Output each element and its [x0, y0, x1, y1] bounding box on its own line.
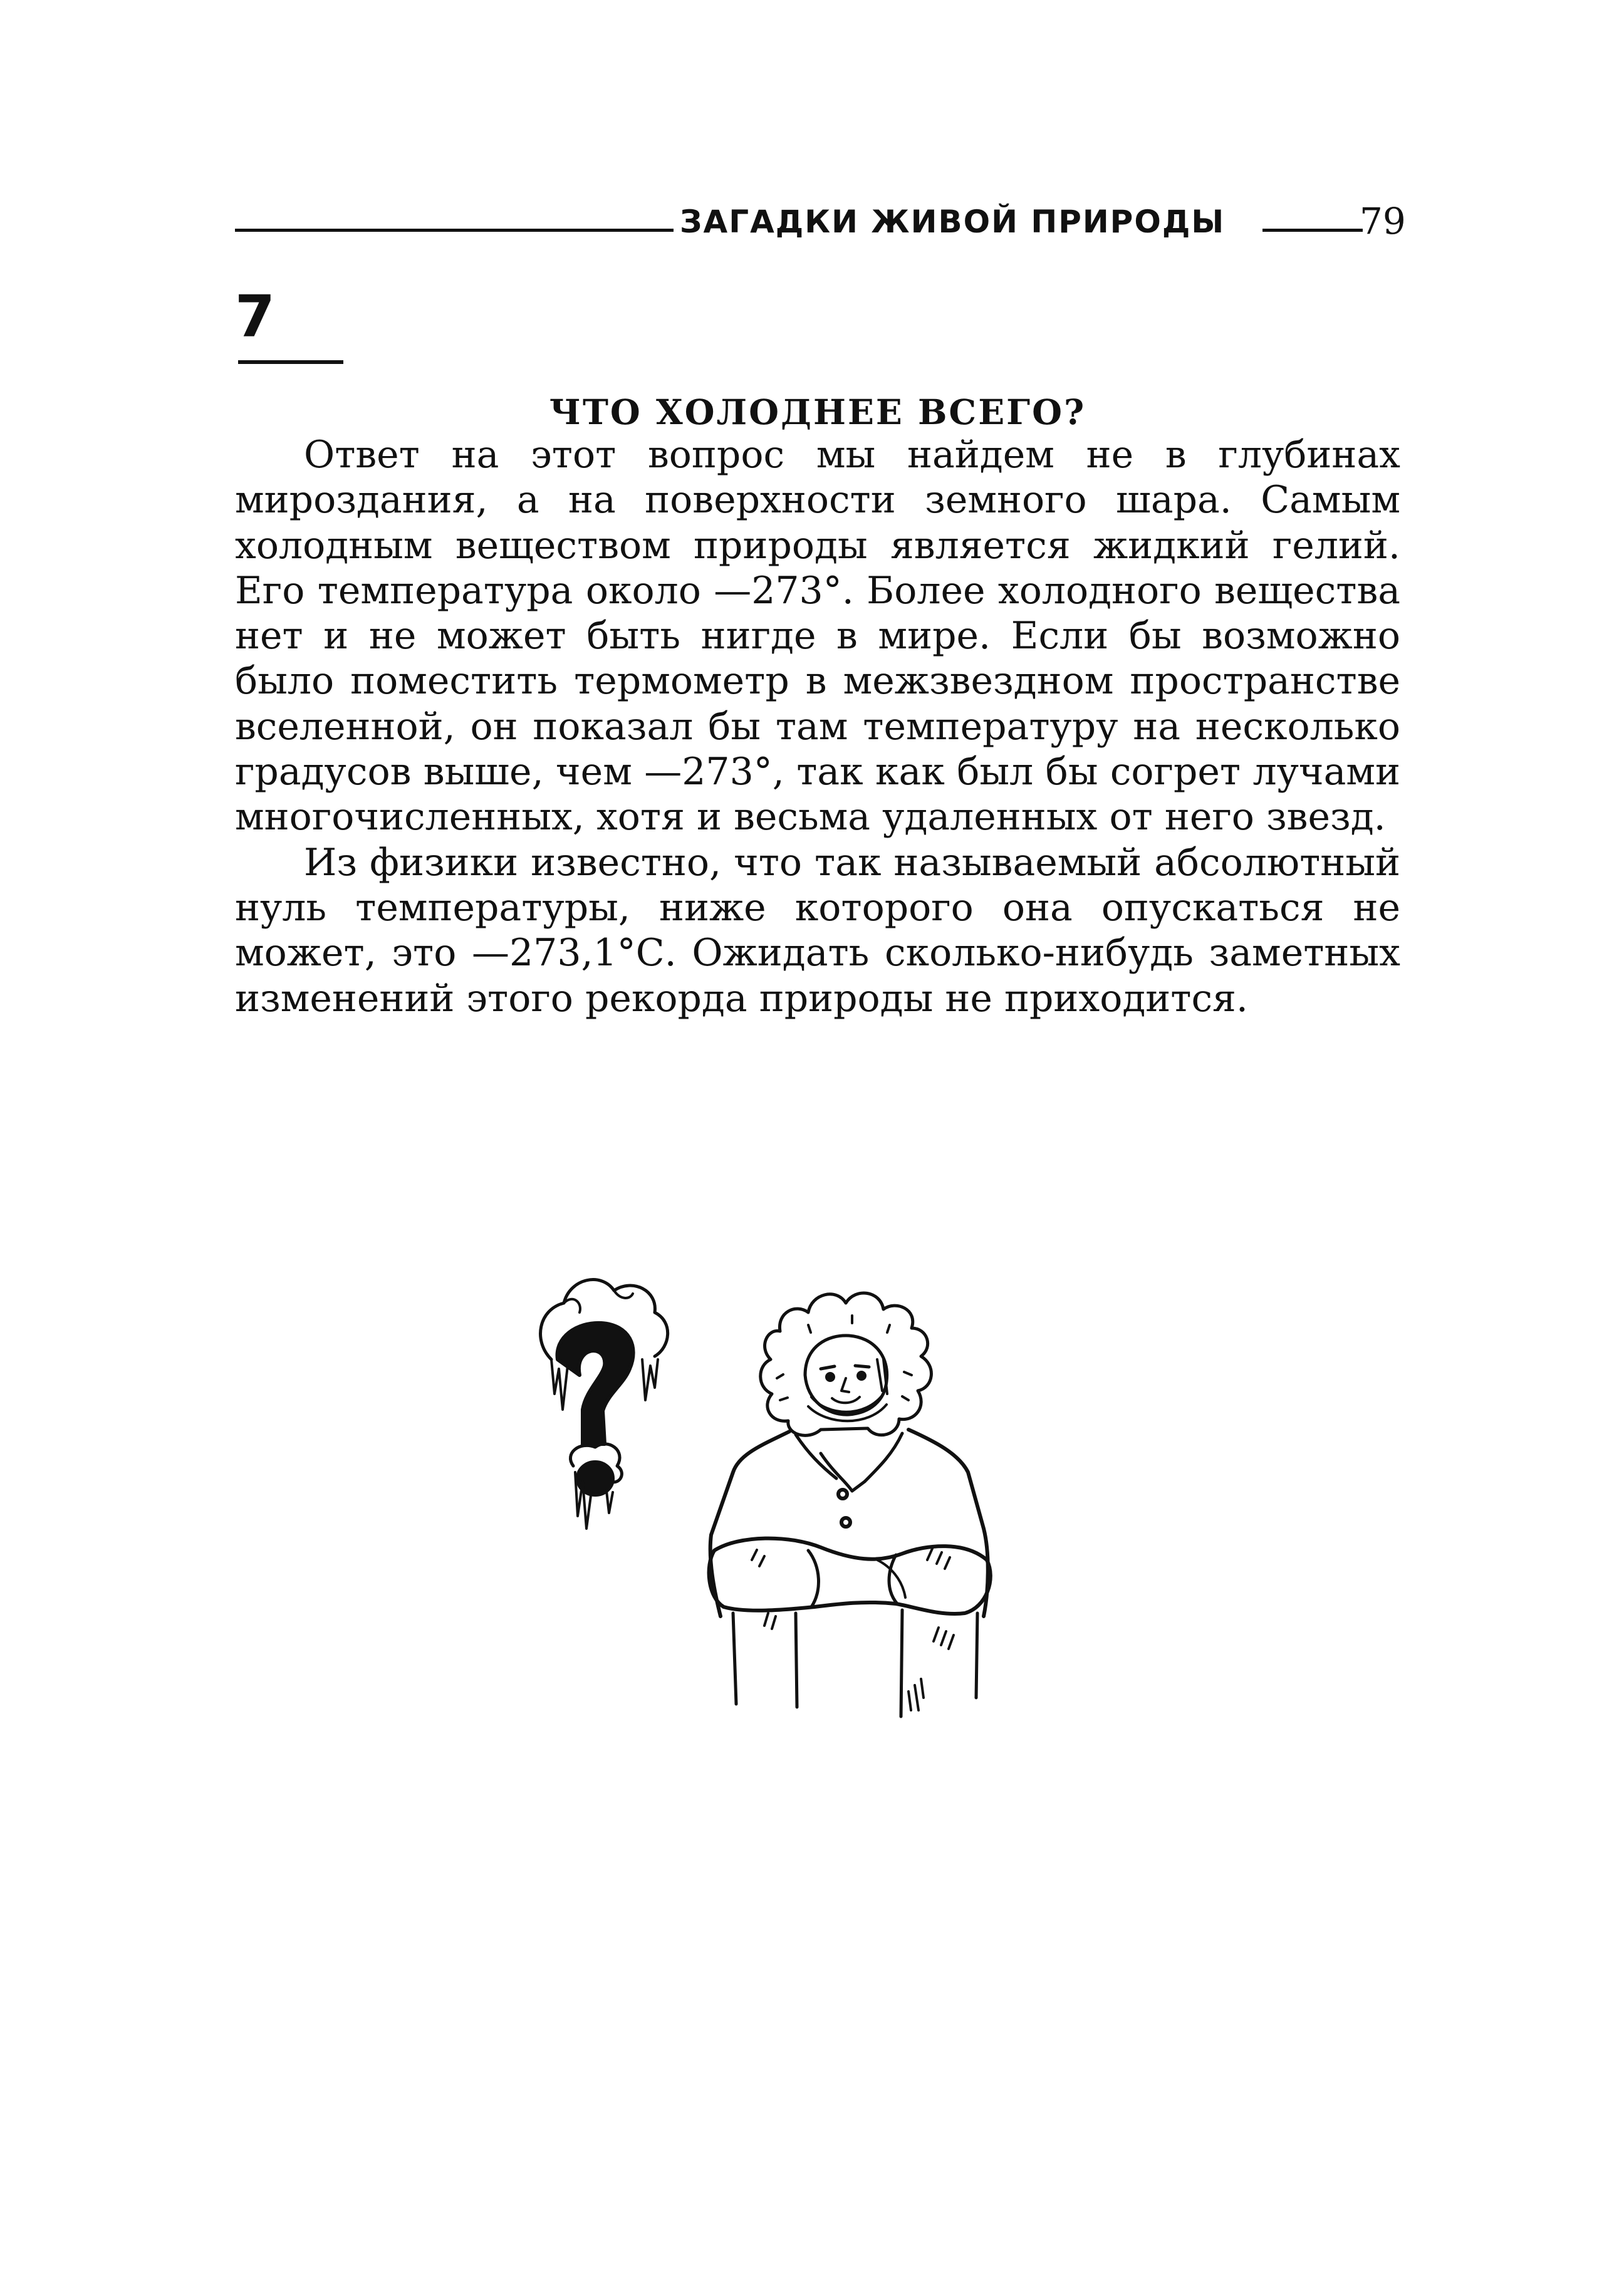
article-body — [235, 432, 1400, 1021]
frozen-question-mark-icon — [541, 1280, 668, 1529]
man-in-parka-illustration — [709, 1293, 991, 1717]
article-title: ЧТО ХОЛОДНЕЕ ВСЕГО? — [549, 391, 1086, 432]
section-number-rule — [238, 360, 343, 364]
section-number: 7 — [235, 283, 276, 350]
illustration — [526, 1265, 1128, 1754]
running-head-rule-right — [1262, 229, 1363, 232]
page-number: 79 — [1360, 200, 1406, 242]
running-head — [235, 200, 1406, 247]
article-paragraph: Ответ на этот вопрос мы найдем не в глубинах мироздания, а на поверхности земного шара. Самым холодным веществом природы является жидкий гелий. Его температура около —273°. Более холодного вещества нет и не может быть нигде в мире. Если бы возможно было поместить термометр в межзвездном пространстве вселенной, он показал бы там температуру на несколько градусов выше, чем —273°, так как был бы согрет лучами многочисленных, хотя и весьма удаленных от него звезд. — [235, 433, 1400, 839]
article-paragraph: Из физики известно, что так называемый абсолютный нуль температуры, ниже которого она опускаться не может, это —273,1°С. Ожидать сколько-нибудь заметных изменений этого рекорда природы не приходится. — [235, 840, 1400, 1021]
running-head-title: ЗАГАДКИ ЖИВОЙ ПРИРОДЫ — [680, 204, 1226, 240]
running-head-rule-left — [235, 229, 674, 232]
